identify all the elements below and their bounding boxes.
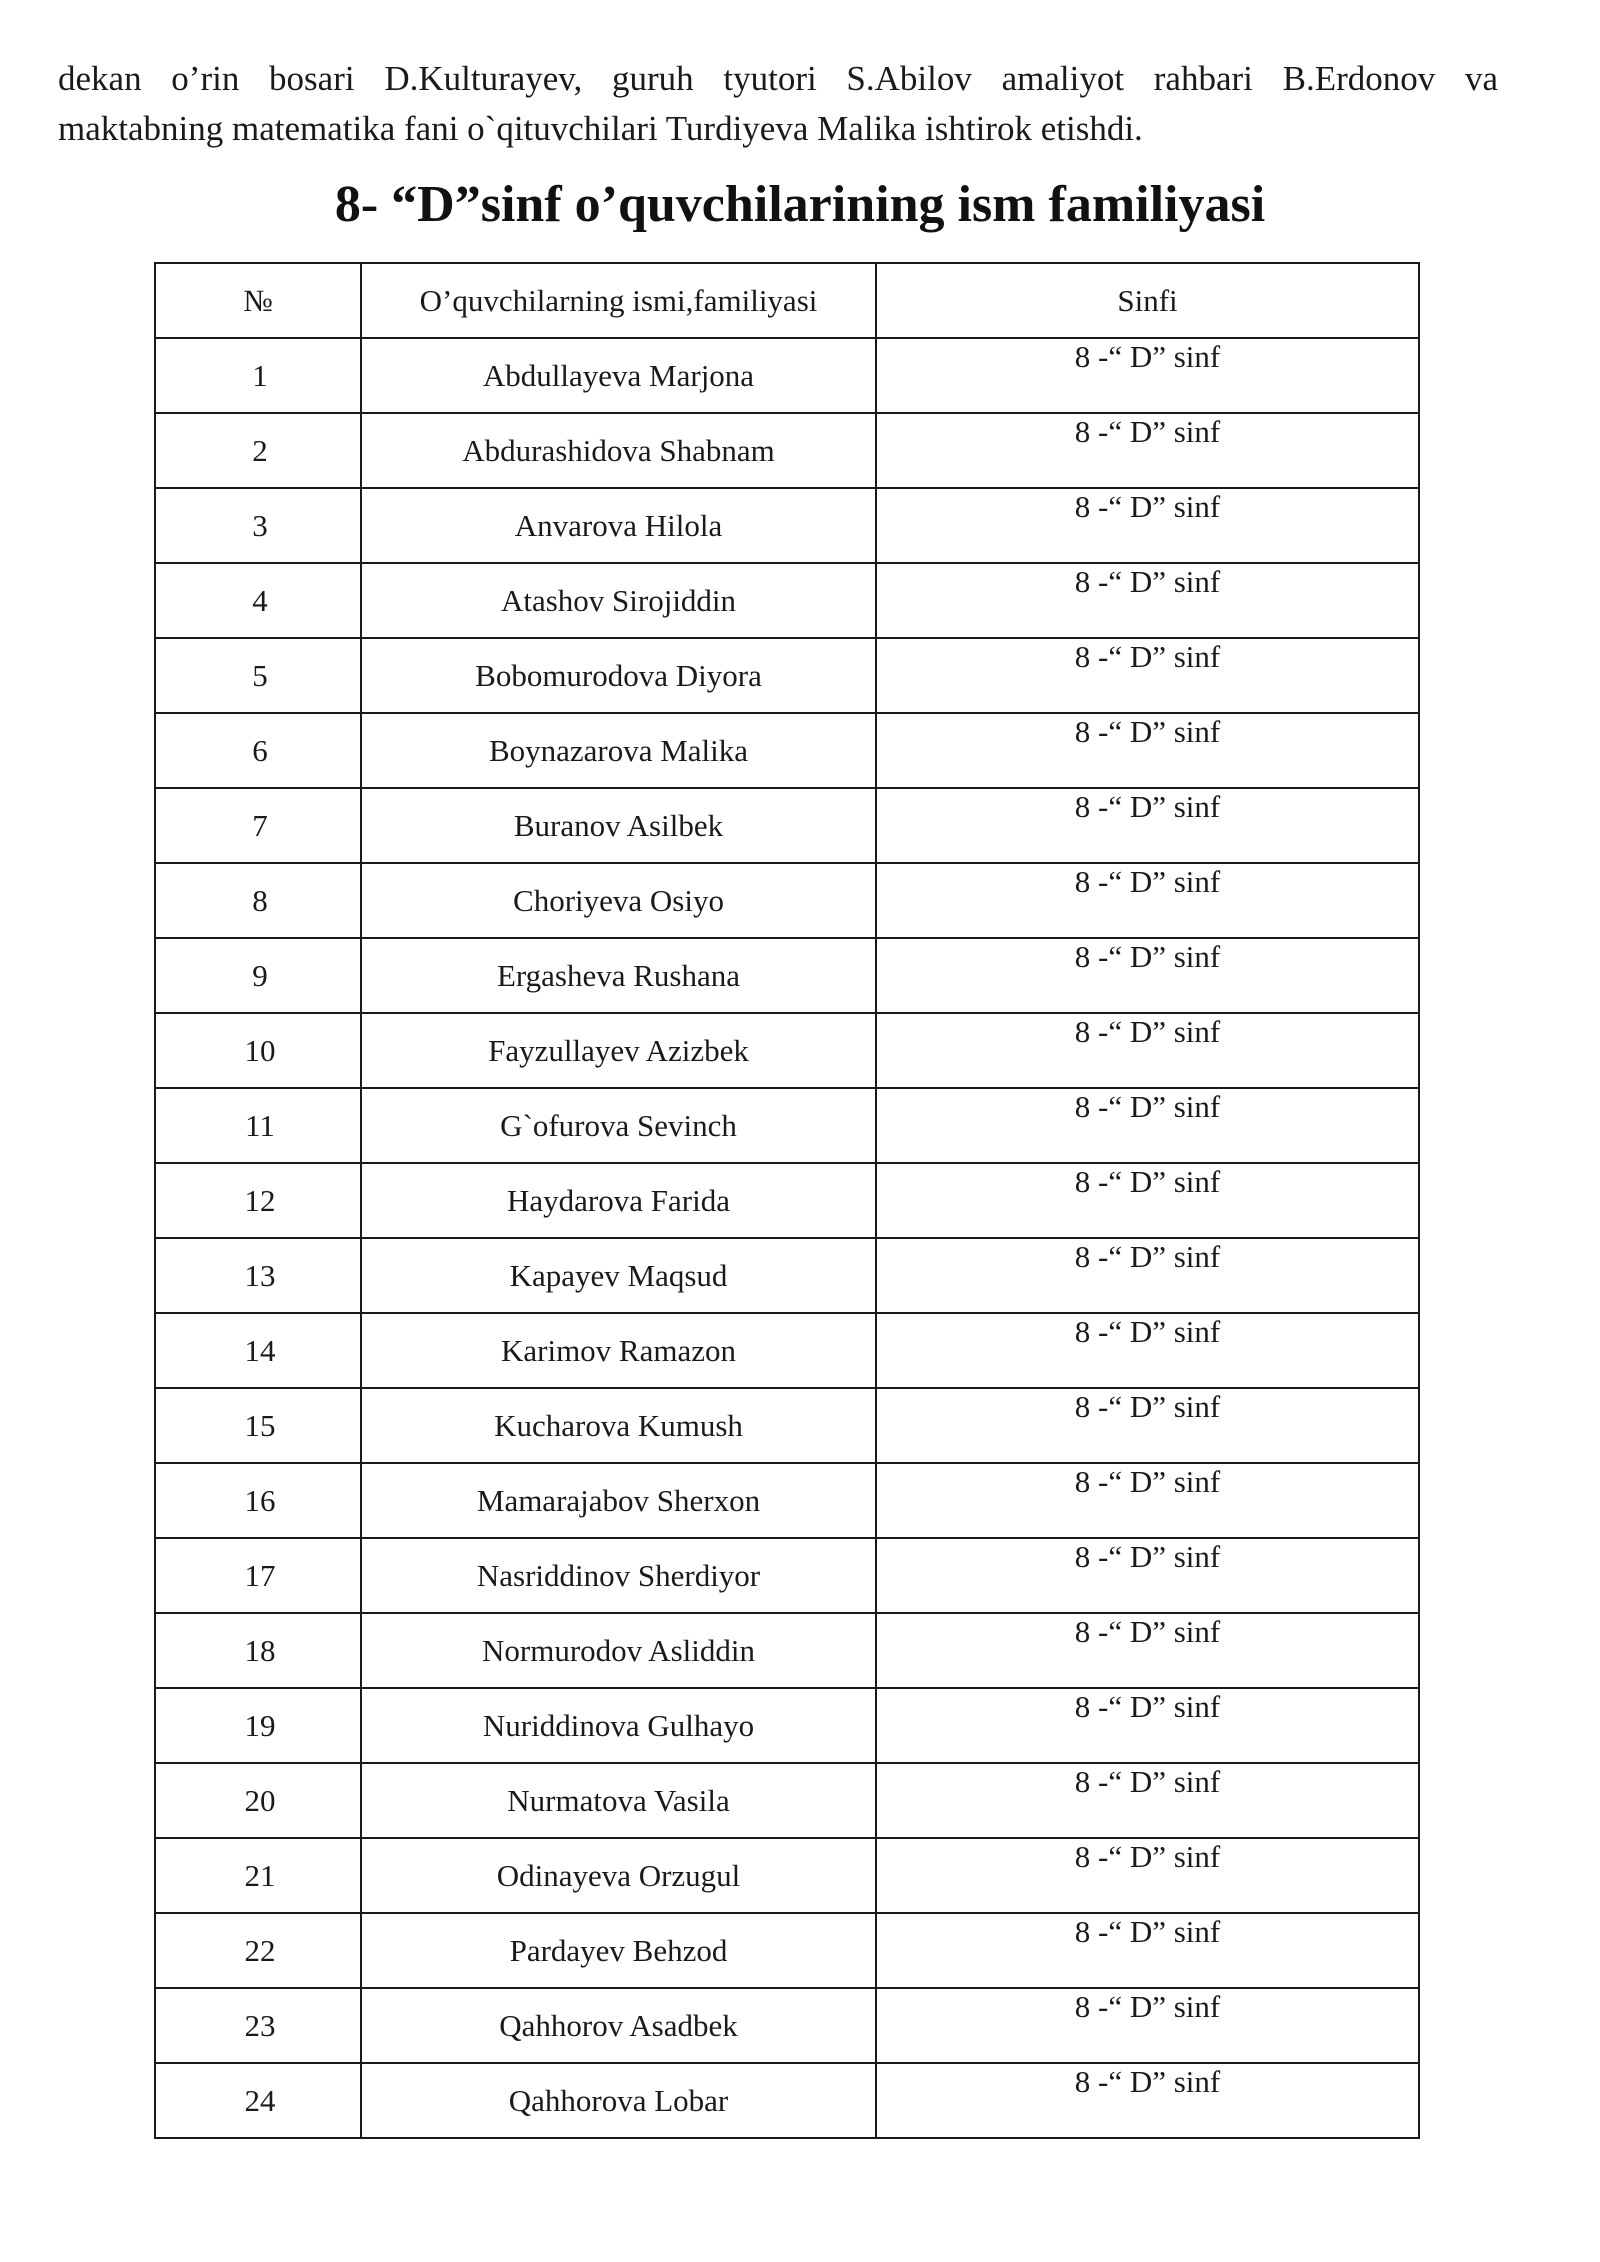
table-body <box>155 338 1419 2138</box>
row-number: 12 <box>155 1163 361 1238</box>
student-class: 8 -“ D” sinf <box>876 638 1419 713</box>
row-number: 13 <box>155 1238 361 1313</box>
student-class: 8 -“ D” sinf <box>876 2063 1419 2138</box>
table-row <box>155 1013 1419 1088</box>
table-row <box>155 863 1419 938</box>
student-name: Anvarova Hilola <box>361 488 876 563</box>
row-number: 11 <box>155 1088 361 1163</box>
table-row <box>155 1838 1419 1913</box>
student-name: Odinayeva Orzugul <box>361 1838 876 1913</box>
row-number: 6 <box>155 713 361 788</box>
table-row <box>155 1388 1419 1463</box>
table-row <box>155 1163 1419 1238</box>
student-name: Choriyeva Osiyo <box>361 863 876 938</box>
table-row <box>155 1463 1419 1538</box>
table-row <box>155 1688 1419 1763</box>
intro-paragraph <box>58 54 1498 154</box>
student-class: 8 -“ D” sinf <box>876 1763 1419 1838</box>
student-name: Haydarova Farida <box>361 1163 876 1238</box>
student-name: Pardayev Behzod <box>361 1913 876 1988</box>
row-number: 1 <box>155 338 361 413</box>
student-name: Karimov Ramazon <box>361 1313 876 1388</box>
row-number: 20 <box>155 1763 361 1838</box>
table-header-row <box>155 263 1419 338</box>
student-class: 8 -“ D” sinf <box>876 713 1419 788</box>
student-name: Ergasheva Rushana <box>361 938 876 1013</box>
student-class: 8 -“ D” sinf <box>876 1388 1419 1463</box>
table-row <box>155 788 1419 863</box>
student-class: 8 -“ D” sinf <box>876 1163 1419 1238</box>
student-class: 8 -“ D” sinf <box>876 1988 1419 2063</box>
table-row <box>155 938 1419 1013</box>
student-class: 8 -“ D” sinf <box>876 1688 1419 1763</box>
table-row <box>155 1088 1419 1163</box>
student-name: Qahhorova Lobar <box>361 2063 876 2138</box>
student-class: 8 -“ D” sinf <box>876 1613 1419 1688</box>
student-name: Abdullayeva Marjona <box>361 338 876 413</box>
students-table <box>154 262 1420 2139</box>
student-name: Kapayev Maqsud <box>361 1238 876 1313</box>
table-row <box>155 1763 1419 1838</box>
student-name: Buranov Asilbek <box>361 788 876 863</box>
column-header-number: № <box>155 263 361 338</box>
row-number: 7 <box>155 788 361 863</box>
column-header-name: O’quvchilarning ismi,familiyasi <box>361 263 876 338</box>
row-number: 24 <box>155 2063 361 2138</box>
student-class: 8 -“ D” sinf <box>876 1013 1419 1088</box>
table-header <box>155 263 1419 338</box>
row-number: 17 <box>155 1538 361 1613</box>
row-number: 22 <box>155 1913 361 1988</box>
row-number: 14 <box>155 1313 361 1388</box>
row-number: 15 <box>155 1388 361 1463</box>
student-name: Kucharova Kumush <box>361 1388 876 1463</box>
student-class: 8 -“ D” sinf <box>876 1463 1419 1538</box>
student-class: 8 -“ D” sinf <box>876 563 1419 638</box>
row-number: 3 <box>155 488 361 563</box>
student-class: 8 -“ D” sinf <box>876 1913 1419 1988</box>
student-class: 8 -“ D” sinf <box>876 863 1419 938</box>
row-number: 10 <box>155 1013 361 1088</box>
student-name: Qahhorov Asadbek <box>361 1988 876 2063</box>
intro-line-1: dekan o’rin bosari D.Kulturayev, guruh tyutori S.Abilov amaliyot rahbari B.Erdonov va <box>58 59 1498 98</box>
row-number: 16 <box>155 1463 361 1538</box>
student-class: 8 -“ D” sinf <box>876 788 1419 863</box>
student-name: Nurmatova Vasila <box>361 1763 876 1838</box>
row-number: 21 <box>155 1838 361 1913</box>
table-row <box>155 1313 1419 1388</box>
table-row <box>155 713 1419 788</box>
student-name: Boynazarova Malika <box>361 713 876 788</box>
student-class: 8 -“ D” sinf <box>876 413 1419 488</box>
row-number: 5 <box>155 638 361 713</box>
table-row <box>155 488 1419 563</box>
student-class: 8 -“ D” sinf <box>876 1838 1419 1913</box>
intro-line-2: maktabning matematika fani o`qituvchilari Turdiyeva Malika ishtirok etishdi. <box>58 109 1143 148</box>
row-number: 18 <box>155 1613 361 1688</box>
student-name: G`ofurova Sevinch <box>361 1088 876 1163</box>
table-row <box>155 1913 1419 1988</box>
table-row <box>155 1988 1419 2063</box>
student-name: Mamarajabov Sherxon <box>361 1463 876 1538</box>
student-name: Fayzullayev Azizbek <box>361 1013 876 1088</box>
student-name: Nuriddinova Gulhayo <box>361 1688 876 1763</box>
student-name: Bobomurodova Diyora <box>361 638 876 713</box>
table-row <box>155 1613 1419 1688</box>
row-number: 2 <box>155 413 361 488</box>
table-row <box>155 413 1419 488</box>
table-row <box>155 1238 1419 1313</box>
row-number: 8 <box>155 863 361 938</box>
row-number: 23 <box>155 1988 361 2063</box>
student-name: Atashov Sirojiddin <box>361 563 876 638</box>
table-row <box>155 2063 1419 2138</box>
page-title: 8- “D”sinf o’quvchilarining ism familiyasi <box>334 176 1266 233</box>
column-header-class: Sinfi <box>876 263 1419 338</box>
student-class: 8 -“ D” sinf <box>876 1088 1419 1163</box>
student-class: 8 -“ D” sinf <box>876 488 1419 563</box>
student-class: 8 -“ D” sinf <box>876 938 1419 1013</box>
table-row <box>155 563 1419 638</box>
student-class: 8 -“ D” sinf <box>876 1313 1419 1388</box>
row-number: 4 <box>155 563 361 638</box>
row-number: 19 <box>155 1688 361 1763</box>
student-class: 8 -“ D” sinf <box>876 1238 1419 1313</box>
student-class: 8 -“ D” sinf <box>876 338 1419 413</box>
table-row <box>155 638 1419 713</box>
table-row <box>155 338 1419 413</box>
student-name: Nasriddinov Sherdiyor <box>361 1538 876 1613</box>
student-name: Abdurashidova Shabnam <box>361 413 876 488</box>
student-name: Normurodov Asliddin <box>361 1613 876 1688</box>
row-number: 9 <box>155 938 361 1013</box>
table-row <box>155 1538 1419 1613</box>
student-class: 8 -“ D” sinf <box>876 1538 1419 1613</box>
